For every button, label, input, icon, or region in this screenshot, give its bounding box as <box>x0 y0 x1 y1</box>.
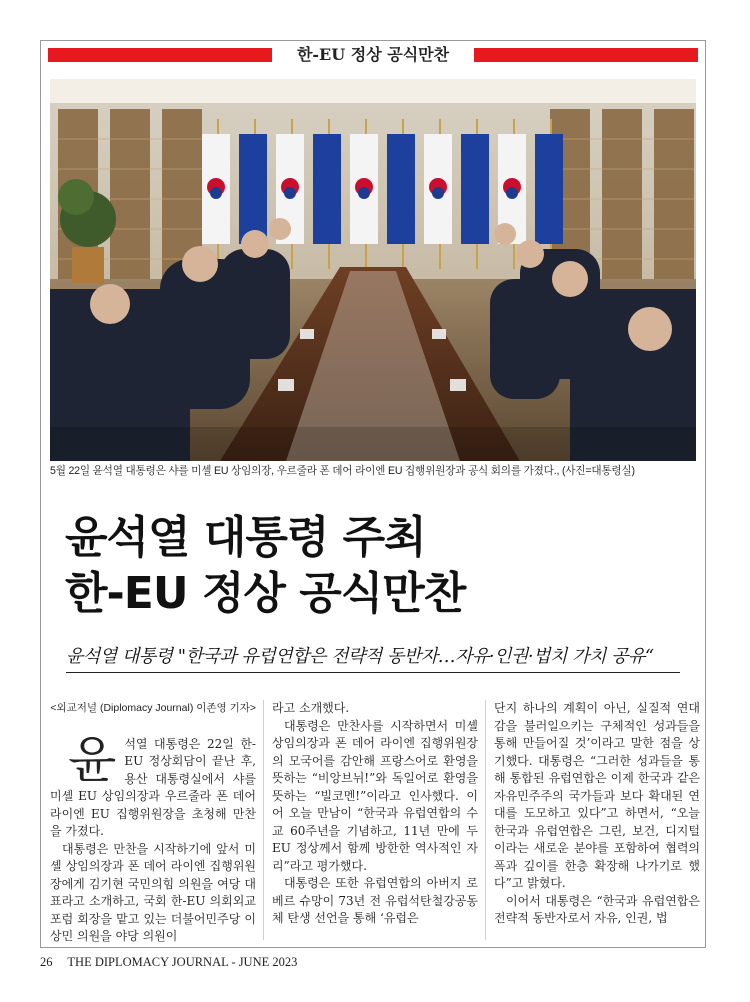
headline-line-1: 윤석열 대통령 주최 <box>65 512 426 563</box>
paragraph: 이어서 대통령은 “한국과 유럽연합은 전략적 동반자로서 자유, 인권, 법 <box>494 893 700 925</box>
article-column-1 <box>50 700 256 946</box>
lead-paragraph <box>50 730 256 841</box>
banner-bar-right <box>474 48 698 62</box>
headline <box>65 510 695 622</box>
subheadline: 윤석열 대통령 "한국과 유럽연합은 전략적 동반자…자유·인권·법치 가치 공유“ <box>66 646 654 667</box>
headline-line-2: 한-EU 정상 공식만찬 <box>65 568 466 619</box>
photo-caption: 5월 22일 윤석열 대통령은 샤를 미셸 EU 상임의장, 우르줄라 폰 데어 라이엔 EU 집행위원장과 공식 회의를 가졌다., (사진=대통령실) <box>50 465 635 477</box>
banner-bar-left <box>48 48 272 62</box>
section-banner <box>48 44 698 66</box>
meeting-photo <box>50 79 696 461</box>
article-column-3 <box>494 700 700 928</box>
article-column-2 <box>272 700 478 928</box>
paragraph: 대통령은 만찬사를 시작하면서 미셸 상임의장과 폰 데어 라이엔 집행위원장의 모국어를 감안해 프랑스어로 환영을 뜻하는 “비앙브뉘!”와 독일어로 환영을 뜻하는 “빌코멘!”이라고 인사했다. 이어 오늘 만남이 “한국과 유럽연합의 수교 60주년을 기념하고, 11년 만에 두 EU 정상께서 함께 방한한 역사적인 자리”라고 평가했다. <box>272 718 478 873</box>
paragraph: 대통령은 만찬을 시작하기에 앞서 미셸 상임의장과 폰 데어 라이엔 집행위원장에게 김기현 국민의힘 의원을 여당 대표라고 소개하고, 국회 한-EU 의회외교포럼 회장을 맡고 있는 더불어민주당 이상민 의원을 야당 의원이 <box>50 841 256 943</box>
column-divider-1 <box>263 700 264 940</box>
publication-name: THE DIPLOMACY JOURNAL - JUNE 2023 <box>67 955 298 969</box>
photo-illustration <box>50 79 696 461</box>
paragraph: 라고 소개했다. <box>272 701 350 715</box>
paragraph: 대통령은 또한 유럽연합의 아버지 로베르 슈망이 73년 전 유럽석탄철강공동체 탄생 선언을 통해 ‘유럽은 <box>272 876 478 925</box>
drop-cap: 윤 <box>68 730 117 789</box>
banner-label: 한-EU 정상 공식만찬 <box>296 45 450 64</box>
column-divider-2 <box>485 700 486 940</box>
subheadline-rule <box>66 672 680 673</box>
lead-text: 석열 대통령은 22일 한-EU 정상회담이 끝난 후, 용산 대통령실에서 샤를 미셸 EU 상임의장과 우르줄라 폰 데어 라이엔 EU 집행위원장을 초청해 만찬을 가졌다. <box>50 736 256 838</box>
byline: <외교저널 (Diplomacy Journal) 이존영 기자> <box>50 702 256 714</box>
page-number: 26 <box>40 955 53 969</box>
paragraph: 단지 하나의 계획이 아닌, 실질적 연대감을 불러일으키는 구체적인 성과들을 통해 만들어질 것’이라고 말한 점을 상기했다. 대통령은 “그러한 성과들을 통해 통합된 유럽연합은 이제 한국과 같은 자유민주주의 국가들과 보다 확대된 연대를 도모하고 있다”고 하면서, “오늘 한국과 유럽연합은 그린, 보건, 디지털이라는 새로운 분야를 포함하여 협력의 폭과 깊이를 한층 확장해 나가기로 했다”고 밝혔다. <box>494 701 700 890</box>
page-footer <box>40 955 297 970</box>
